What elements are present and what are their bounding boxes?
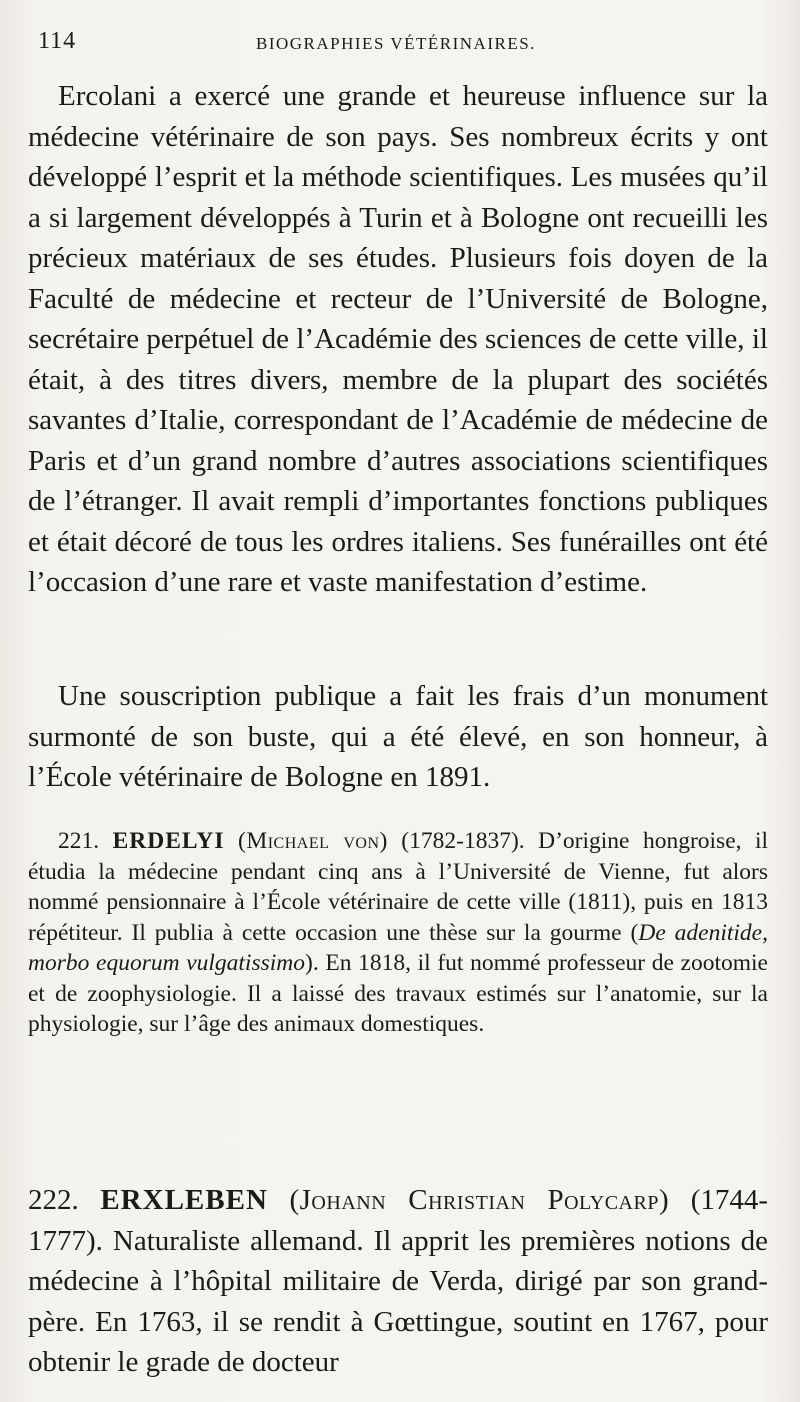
page-number: 114 xyxy=(38,28,77,54)
entry-name: ERXLEBEN xyxy=(100,1184,268,1216)
thesis-title: De adenitide, morbo equorum vulgatissimo xyxy=(28,919,768,976)
entry-number: 221. xyxy=(58,828,100,854)
page-header xyxy=(38,28,768,62)
entry-dates: (1782-1837). xyxy=(401,828,525,854)
ercolani-paragraph-2 xyxy=(28,676,768,798)
entry-given-names: (Johann Christian Polycarp) xyxy=(289,1184,670,1216)
entry-name: ERDELYI xyxy=(112,828,225,854)
running-head: BIOGRAPHIES VÉTÉRINAIRES. xyxy=(256,34,536,53)
paragraph-text: Une souscription publique a fait les frais d’un monument surmonté de son buste, qui a été élevé, en son honneur, à l’École vétérinaire de Bologne en 1891. xyxy=(28,680,768,793)
entry-body-continued: ). En 1818, il fut nommé professeur de zootomie et de zoophysiologie. Il a laissé des travaux estimés sur l’anatomie, sur la physiologie, sur l’âge des animaux domestiques. xyxy=(28,950,768,1037)
entry-221 xyxy=(28,826,768,1040)
entry-number: 222. xyxy=(28,1184,79,1216)
paragraph-text: Ercolani a exercé une grande et heureuse influence sur la médecine vétérinaire de son pays. Ses nombreux écrits y ont développé l’esprit et la méthode scientifiques. Les musées qu’il a si largement développés à Turin et à Bologne ont recueilli les précieux matériaux de ses études. Plusieurs fois doyen de la Faculté de médecine et recteur de l’Université de Bologne, secrétaire perpétuel de l’Académie des sciences de cette ville, il était, à des titres divers, membre de la plupart des sociétés savantes d’Italie, correspondant de l’Académie de médecine de Paris et d’un grand nombre d’autres associations scientifiques de l’étranger. Il avait rempli d’importantes fonctions publiques et était décoré de tous les ordres italiens. Ses funérailles ont été l’occasion d’une rare et vaste manifestation d’estime. xyxy=(28,80,768,598)
entry-given-names: (Michael von) xyxy=(238,828,388,854)
entry-body: Naturaliste allemand. Il apprit les premières notions de médecine à l’hôpital militaire de Verda, dirigé par son grand-père. En 1763, il se rendit à Gœttingue, soutint en 1767, pour obtenir le grade de docteur xyxy=(28,1224,769,1378)
entry-222 xyxy=(28,1180,768,1383)
entry-body: D’origine hongroise, il étudia la médecine pendant cinq ans à l’Université de Vienne, fut alors nommé pensionnaire à l’École vétérinaire de cette ville (1811), puis en 1813 répétiteur. Il publia à cette occasion une thèse sur la gourme ( xyxy=(28,828,769,946)
entry-text xyxy=(28,1180,768,1383)
ercolani-paragraph-1 xyxy=(28,76,768,603)
entry-dates: (1744-1777). xyxy=(28,1184,769,1257)
entry-text xyxy=(28,826,768,1040)
